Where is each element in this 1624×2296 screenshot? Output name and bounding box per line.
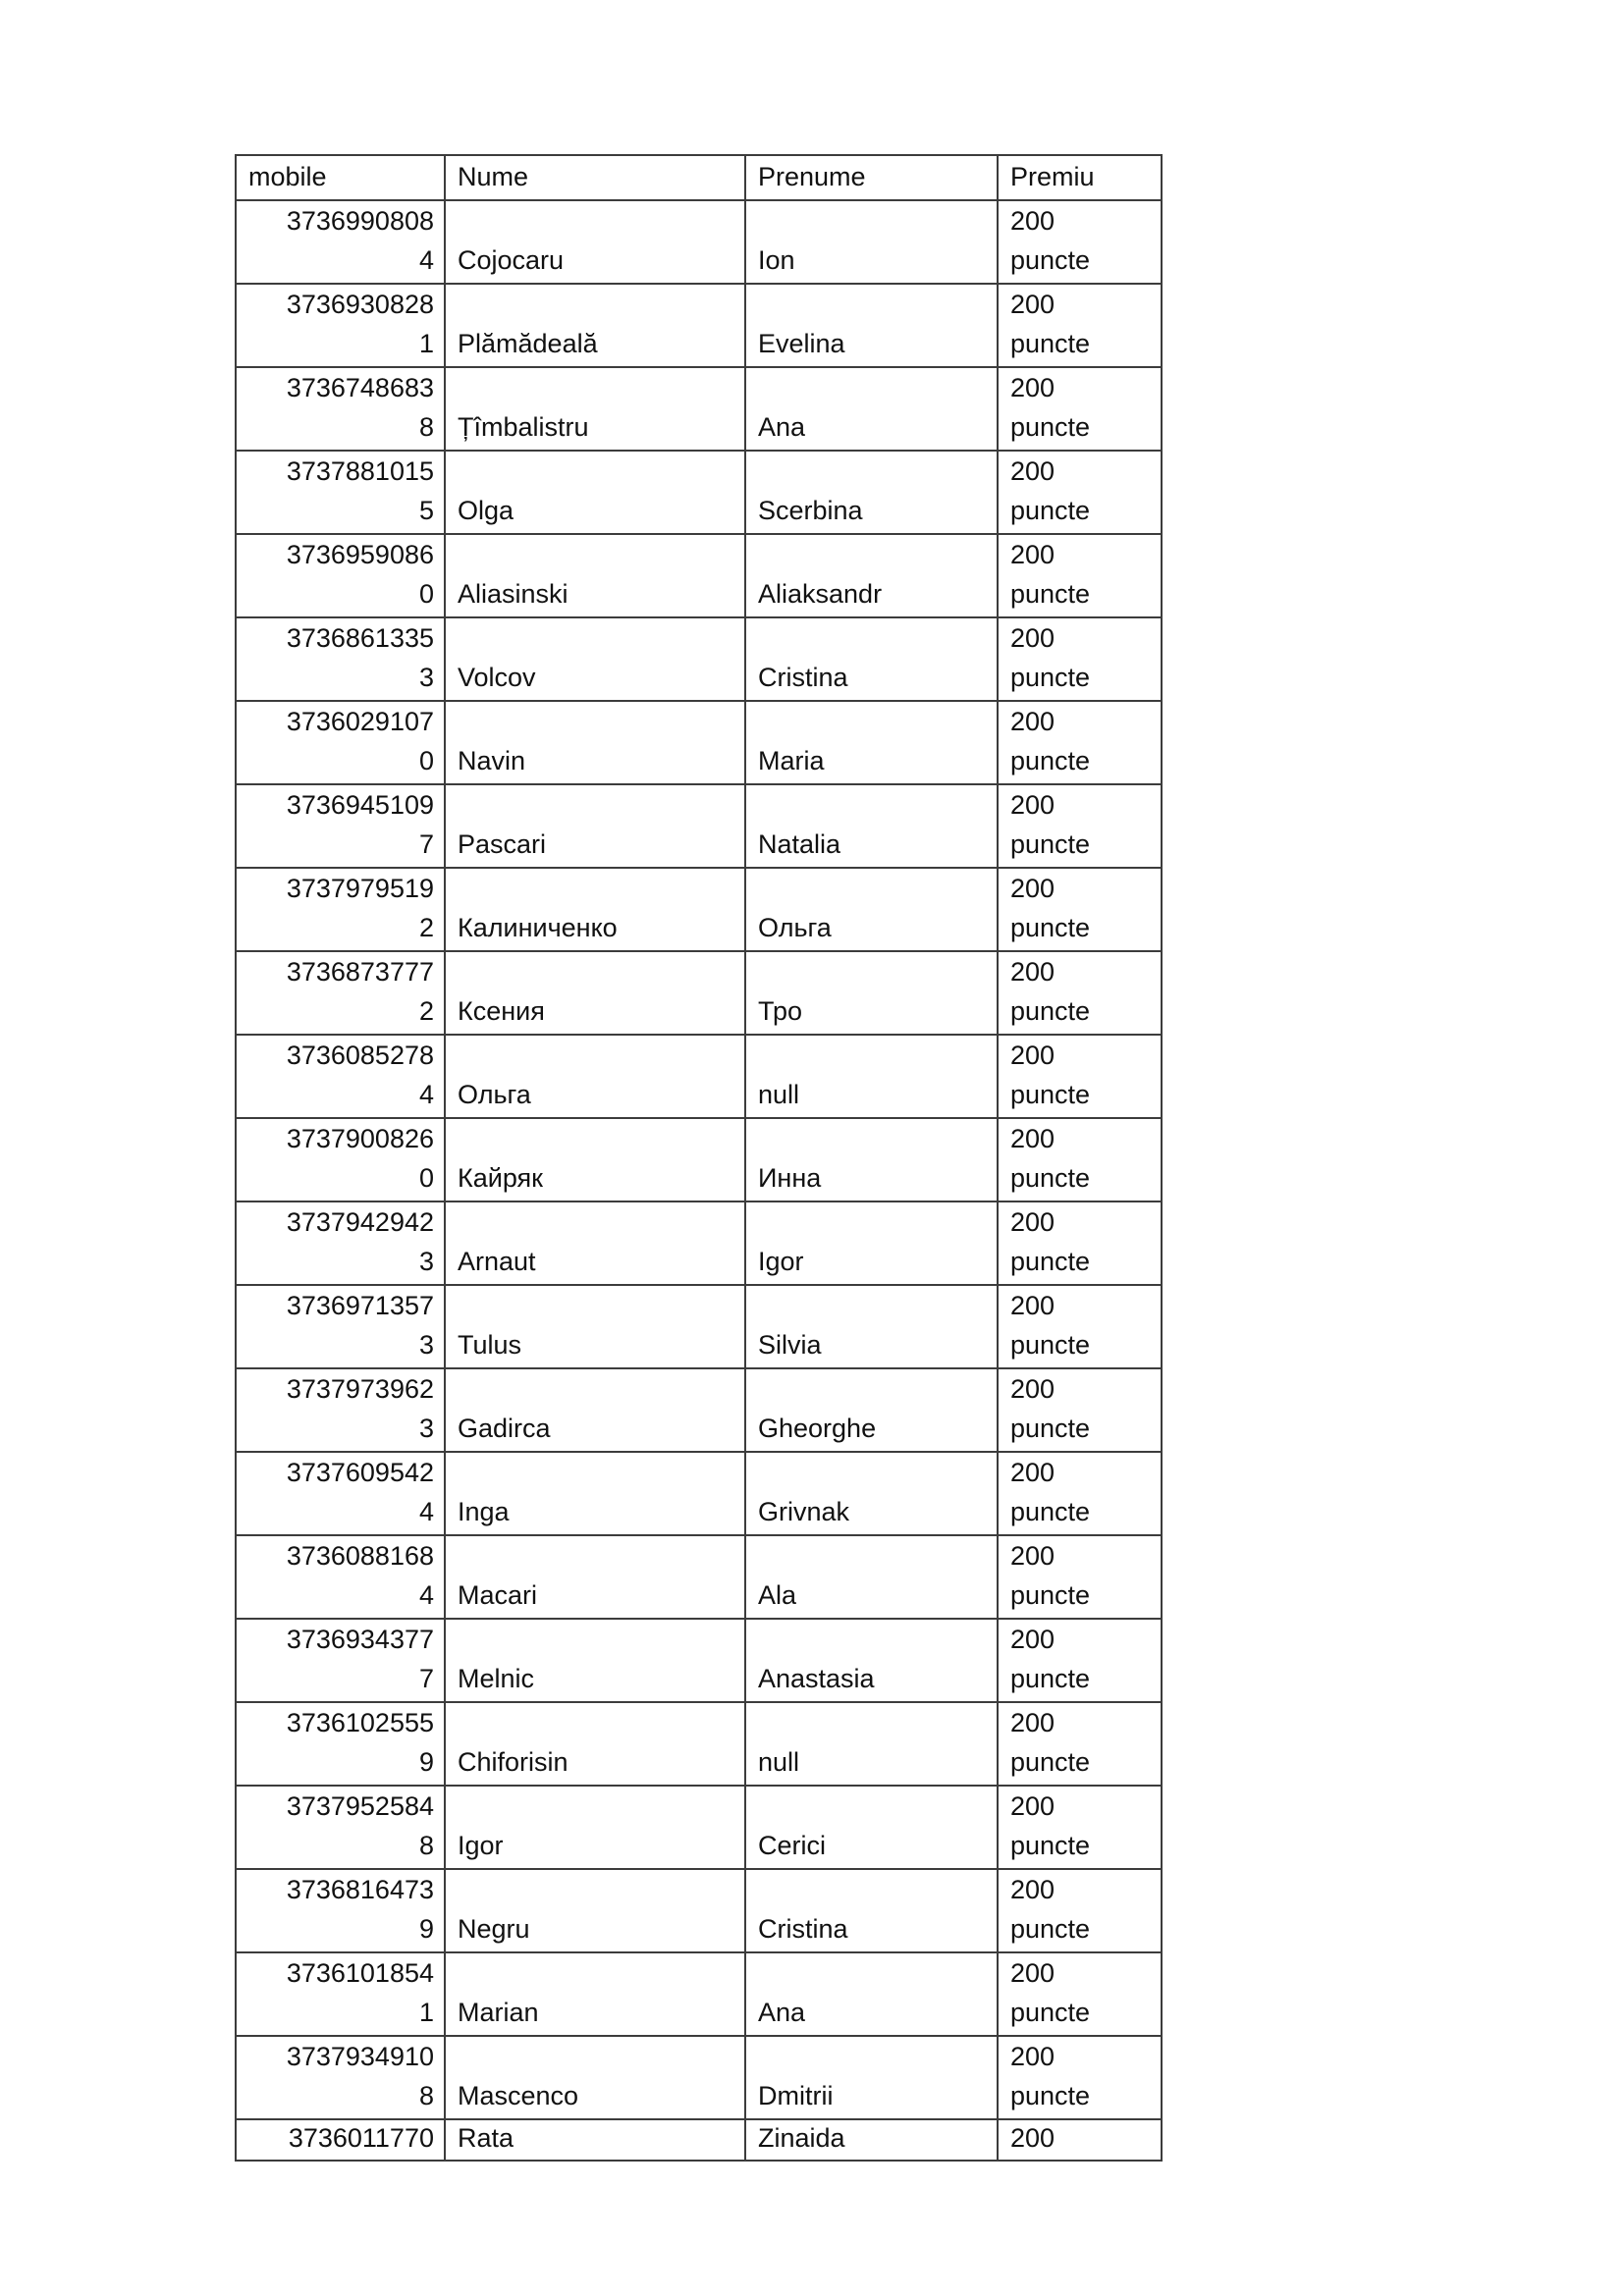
prenume-cell [745, 1619, 998, 1702]
nume-cell [445, 534, 745, 617]
premiu-cell-text: puncte [1010, 1580, 1091, 1610]
table-row [236, 534, 1162, 617]
nume-cell-text: Ольга [458, 1080, 531, 1109]
mobile-cell [236, 534, 445, 617]
nume-cell-text: Rata [458, 2123, 514, 2153]
premiu-cell [998, 200, 1162, 284]
mobile-cell-text: 3736971357 [286, 1291, 434, 1320]
nume-cell [445, 1118, 745, 1201]
prenume-cell-text: Cerici [758, 1831, 827, 1860]
prenume-cell-text: Dmitrii [758, 2081, 834, 2110]
premiu-cell-text: 200 [1010, 1041, 1056, 1070]
mobile-cell [236, 2119, 445, 2161]
mobile-cell-text: 3737609542 [286, 1458, 434, 1487]
table-row [236, 1535, 1162, 1619]
premiu-cell-text: puncte [1010, 1914, 1091, 1944]
prenume-cell [745, 617, 998, 701]
table-row [236, 701, 1162, 784]
premiu-cell-text: puncte [1010, 1998, 1091, 2027]
nume-cell [445, 451, 745, 534]
mobile-cell-text: 3737934910 [286, 2042, 434, 2071]
nume-cell [445, 701, 745, 784]
mobile-cell [236, 1702, 445, 1786]
premiu-cell [998, 784, 1162, 868]
nume-cell-text: Olga [458, 496, 514, 525]
nume-cell [445, 784, 745, 868]
prenume-cell [745, 1201, 998, 1285]
table-row [236, 1368, 1162, 1452]
mobile-cell-text: 3 [418, 1330, 434, 1360]
prenume-cell [745, 451, 998, 534]
mobile-cell [236, 1201, 445, 1285]
mobile-cell [236, 1869, 445, 1952]
mobile-cell-text: 8 [418, 1831, 434, 1860]
mobile-cell-text: 3737881015 [286, 456, 434, 486]
mobile-cell-text: 3736088168 [286, 1541, 434, 1571]
nume-cell [445, 1452, 745, 1535]
nume-cell [445, 1869, 745, 1952]
table-row [236, 200, 1162, 284]
prenume-cell-text: Evelina [758, 329, 845, 358]
premiu-cell-text: 200 [1010, 874, 1056, 903]
nume-cell [445, 1786, 745, 1869]
premiu-cell-text: puncte [1010, 1664, 1091, 1693]
premiu-cell-text: 200 [1010, 2123, 1056, 2153]
mobile-cell [236, 1368, 445, 1452]
premiu-cell-text: puncte [1010, 1747, 1091, 1777]
premiu-cell [998, 1368, 1162, 1452]
prenume-cell-text: Ala [758, 1580, 797, 1610]
nume-cell-text: Gadirca [458, 1414, 551, 1443]
nume-cell-text: Chiforisin [458, 1747, 568, 1777]
table-row [236, 1619, 1162, 1702]
premiu-cell [998, 1619, 1162, 1702]
mobile-cell-text: 3736011770 [288, 2123, 434, 2153]
premiu-cell-text: 200 [1010, 1791, 1056, 1821]
nume-cell-text: Tulus [458, 1330, 522, 1360]
mobile-cell-text: 3 [418, 663, 434, 692]
premiu-cell-text: puncte [1010, 996, 1091, 1026]
prenume-cell-text: Anastasia [758, 1664, 875, 1693]
table-row [236, 784, 1162, 868]
table-row [236, 1702, 1162, 1786]
prenume-cell [745, 1952, 998, 2036]
nume-cell-text: Melnic [458, 1664, 535, 1693]
nume-cell [445, 2119, 745, 2161]
prenume-cell-text: Ольга [758, 913, 832, 942]
prenume-cell-text: Natalia [758, 829, 841, 859]
prenume-cell-text: Scerbina [758, 496, 863, 525]
header-mobile: mobile [236, 155, 445, 200]
mobile-cell-text: 3736085278 [286, 1041, 434, 1070]
mobile-cell-text: 3736816473 [286, 1875, 434, 1904]
mobile-cell-text: 3736029107 [286, 707, 434, 736]
premiu-cell-text: puncte [1010, 412, 1091, 442]
mobile-cell-text: 2 [418, 913, 434, 942]
prenume-cell-text: Maria [758, 746, 825, 775]
mobile-cell [236, 1952, 445, 2036]
mobile-cell [236, 451, 445, 534]
mobile-cell-text: 3736930828 [286, 290, 434, 319]
mobile-cell [236, 868, 445, 951]
nume-cell-text: Negru [458, 1914, 530, 1944]
table-row [236, 1786, 1162, 1869]
table-row [236, 1201, 1162, 1285]
nume-cell-text: Arnaut [458, 1247, 536, 1276]
nume-cell [445, 1702, 745, 1786]
premiu-cell-text: 200 [1010, 373, 1056, 402]
mobile-cell-text: 3736934377 [286, 1625, 434, 1654]
premiu-cell-text: 200 [1010, 623, 1056, 653]
header-row [236, 155, 1162, 200]
nume-cell [445, 367, 745, 451]
prenume-cell-text: Zinaida [758, 2123, 845, 2153]
premiu-cell-text: 200 [1010, 540, 1056, 569]
mobile-cell [236, 1452, 445, 1535]
table-row [236, 1452, 1162, 1535]
nume-cell-text: Ксения [458, 996, 545, 1026]
nume-cell-text: Mascenco [458, 2081, 579, 2110]
nume-cell-text: Navin [458, 746, 526, 775]
premiu-cell-text: 200 [1010, 790, 1056, 820]
prenume-cell [745, 200, 998, 284]
prenume-cell [745, 784, 998, 868]
nume-cell [445, 868, 745, 951]
premiu-cell-text: puncte [1010, 329, 1091, 358]
premiu-cell [998, 868, 1162, 951]
premiu-cell-text: 200 [1010, 1875, 1056, 1904]
mobile-cell [236, 1535, 445, 1619]
table-row [236, 1285, 1162, 1368]
premiu-cell [998, 451, 1162, 534]
nume-cell-text: Pascari [458, 829, 547, 859]
mobile-cell-text: 2 [418, 996, 434, 1026]
prenume-cell-text: null [758, 1080, 800, 1109]
premiu-cell [998, 1118, 1162, 1201]
mobile-cell-text: 3736748683 [286, 373, 434, 402]
mobile-cell-text: 5 [418, 496, 434, 525]
table-body [236, 200, 1162, 2161]
premiu-cell-text: puncte [1010, 746, 1091, 775]
premiu-cell [998, 1786, 1162, 1869]
prenume-cell [745, 534, 998, 617]
premiu-cell-text: 200 [1010, 1458, 1056, 1487]
nume-cell [445, 1535, 745, 1619]
prenume-cell [745, 1035, 998, 1118]
prenume-cell [745, 284, 998, 367]
mobile-cell-text: 7 [418, 1664, 434, 1693]
mobile-cell [236, 284, 445, 367]
prenume-cell-text: Gheorghe [758, 1414, 877, 1443]
premiu-cell-text: puncte [1010, 1163, 1091, 1193]
mobile-cell [236, 200, 445, 284]
premiu-cell-text: 200 [1010, 707, 1056, 736]
mobile-cell [236, 701, 445, 784]
prenume-cell-text: Cristina [758, 1914, 848, 1944]
premiu-cell-text: puncte [1010, 1330, 1091, 1360]
mobile-cell-text: 3736959086 [286, 540, 434, 569]
prenume-cell-text: Grivnak [758, 1497, 850, 1526]
mobile-cell-text: 3736990808 [286, 206, 434, 236]
premiu-cell-text: 200 [1010, 1708, 1056, 1737]
prenume-cell [745, 2036, 998, 2119]
prenume-cell-text: Aliaksandr [758, 579, 883, 609]
mobile-cell-text: 4 [418, 1580, 434, 1610]
mobile-cell [236, 784, 445, 868]
mobile-cell-text: 7 [418, 829, 434, 859]
table-row [236, 1952, 1162, 2036]
premiu-cell [998, 1869, 1162, 1952]
prenume-cell-text: Cristina [758, 663, 848, 692]
premiu-cell-text: puncte [1010, 2081, 1091, 2110]
premiu-cell-text: 200 [1010, 290, 1056, 319]
premiu-cell [998, 1035, 1162, 1118]
mobile-cell-text: 1 [418, 329, 434, 358]
mobile-cell-text: 4 [418, 245, 434, 275]
table-row [236, 2119, 1162, 2161]
nume-cell-text: Igor [458, 1831, 504, 1860]
premiu-cell-text: 200 [1010, 1625, 1056, 1654]
table-row [236, 2036, 1162, 2119]
mobile-cell [236, 1786, 445, 1869]
premiu-cell-text: puncte [1010, 663, 1091, 692]
mobile-cell-text: 8 [418, 2081, 434, 2110]
table-row [236, 1869, 1162, 1952]
nume-cell-text: Калиниченко [458, 913, 618, 942]
mobile-cell [236, 1118, 445, 1201]
table-row [236, 1035, 1162, 1118]
nume-cell-text: Кайряк [458, 1163, 543, 1193]
premiu-cell [998, 1952, 1162, 2036]
premiu-cell-text: 200 [1010, 1291, 1056, 1320]
table-row [236, 1118, 1162, 1201]
mobile-cell-text: 1 [418, 1998, 434, 2027]
mobile-cell-text: 3736101854 [286, 1958, 434, 1988]
premiu-cell-text: puncte [1010, 1831, 1091, 1860]
nume-cell-text: Plămădeală [458, 329, 598, 358]
table-row [236, 868, 1162, 951]
mobile-cell [236, 951, 445, 1035]
mobile-cell-text: 3737942942 [286, 1207, 434, 1237]
nume-cell-text: Macari [458, 1580, 538, 1610]
premiu-cell [998, 1452, 1162, 1535]
mobile-cell-text: 3 [418, 1414, 434, 1443]
mobile-cell [236, 1035, 445, 1118]
premiu-cell-text: puncte [1010, 829, 1091, 859]
header-premiu: Premiu [998, 155, 1162, 200]
mobile-cell-text: 3736102555 [286, 1708, 434, 1737]
premiu-cell-text: 200 [1010, 957, 1056, 987]
header-prenume: Prenume [745, 155, 998, 200]
mobile-cell-text: 4 [418, 1080, 434, 1109]
prize-table [235, 154, 1163, 2162]
mobile-cell-text: 8 [418, 412, 434, 442]
prenume-cell-text: Инна [758, 1163, 822, 1193]
prenume-cell [745, 2119, 998, 2161]
mobile-cell [236, 2036, 445, 2119]
mobile-cell-text: 3736873777 [286, 957, 434, 987]
nume-cell-text: Inga [458, 1497, 510, 1526]
premiu-cell [998, 1201, 1162, 1285]
nume-cell-text: Aliasinski [458, 579, 568, 609]
mobile-cell-text: 0 [418, 579, 434, 609]
mobile-cell-text: 3737979519 [286, 874, 434, 903]
prenume-cell [745, 1118, 998, 1201]
table-row [236, 617, 1162, 701]
mobile-cell [236, 367, 445, 451]
prenume-cell [745, 868, 998, 951]
nume-cell [445, 1619, 745, 1702]
mobile-cell-text: 4 [418, 1497, 434, 1526]
nume-cell [445, 1952, 745, 2036]
table-row [236, 451, 1162, 534]
prenume-cell [745, 1869, 998, 1952]
premiu-cell-text: puncte [1010, 1414, 1091, 1443]
nume-cell-text: Marian [458, 1998, 539, 2027]
premiu-cell [998, 1702, 1162, 1786]
nume-cell-text: Cojocaru [458, 245, 565, 275]
premiu-cell [998, 2036, 1162, 2119]
premiu-cell [998, 617, 1162, 701]
premiu-cell [998, 2119, 1162, 2161]
nume-cell-text: Țîmbalistru [458, 412, 589, 442]
premiu-cell-text: puncte [1010, 1247, 1091, 1276]
nume-cell [445, 284, 745, 367]
prenume-cell-text: null [758, 1747, 800, 1777]
prenume-cell [745, 701, 998, 784]
nume-cell [445, 1285, 745, 1368]
prenume-cell [745, 1368, 998, 1452]
premiu-cell-text: 200 [1010, 1541, 1056, 1571]
premiu-cell-text: 200 [1010, 456, 1056, 486]
mobile-cell [236, 617, 445, 701]
prenume-cell [745, 367, 998, 451]
premiu-cell [998, 367, 1162, 451]
prenume-cell-text: Igor [758, 1247, 804, 1276]
table-row [236, 284, 1162, 367]
mobile-cell-text: 3737952584 [286, 1791, 434, 1821]
mobile-cell-text: 9 [418, 1914, 434, 1944]
table-header [236, 155, 1162, 200]
premiu-cell [998, 701, 1162, 784]
mobile-cell-text: 3737900826 [286, 1124, 434, 1153]
mobile-cell [236, 1619, 445, 1702]
prenume-cell [745, 1535, 998, 1619]
prenume-cell [745, 1702, 998, 1786]
prenume-cell-text: Silvia [758, 1330, 822, 1360]
mobile-cell-text: 3 [418, 1247, 434, 1276]
premiu-cell-text: 200 [1010, 206, 1056, 236]
premiu-cell-text: 200 [1010, 2042, 1056, 2071]
premiu-cell-text: 200 [1010, 1958, 1056, 1988]
table-row [236, 951, 1162, 1035]
prenume-cell [745, 1452, 998, 1535]
header-nume: Nume [445, 155, 745, 200]
premiu-cell [998, 1285, 1162, 1368]
premiu-cell [998, 534, 1162, 617]
premiu-cell [998, 284, 1162, 367]
nume-cell [445, 1368, 745, 1452]
premiu-cell-text: 200 [1010, 1207, 1056, 1237]
mobile-cell-text: 9 [418, 1747, 434, 1777]
nume-cell [445, 951, 745, 1035]
premiu-cell-text: 200 [1010, 1124, 1056, 1153]
nume-cell [445, 2036, 745, 2119]
premiu-cell-text: puncte [1010, 1080, 1091, 1109]
nume-cell [445, 1201, 745, 1285]
premiu-cell-text: 200 [1010, 1374, 1056, 1404]
premiu-cell-text: puncte [1010, 496, 1091, 525]
prenume-cell-text: Тро [758, 996, 803, 1026]
prenume-cell [745, 1786, 998, 1869]
mobile-cell-text: 3736945109 [286, 790, 434, 820]
nume-cell [445, 617, 745, 701]
premiu-cell-text: puncte [1010, 1497, 1091, 1526]
nume-cell [445, 1035, 745, 1118]
mobile-cell-text: 0 [418, 746, 434, 775]
mobile-cell-text: 3737973962 [286, 1374, 434, 1404]
premiu-cell-text: puncte [1010, 579, 1091, 609]
nume-cell-text: Volcov [458, 663, 536, 692]
prenume-cell-text: Ana [758, 1998, 806, 2027]
prenume-cell [745, 951, 998, 1035]
mobile-cell-text: 0 [418, 1163, 434, 1193]
table-row [236, 367, 1162, 451]
premiu-cell-text: puncte [1010, 913, 1091, 942]
prenume-cell-text: Ana [758, 412, 806, 442]
prenume-cell [745, 1285, 998, 1368]
mobile-cell-text: 3736861335 [286, 623, 434, 653]
mobile-cell [236, 1285, 445, 1368]
nume-cell [445, 200, 745, 284]
premiu-cell [998, 1535, 1162, 1619]
premiu-cell-text: puncte [1010, 245, 1091, 275]
prenume-cell-text: Ion [758, 245, 795, 275]
premiu-cell [998, 951, 1162, 1035]
